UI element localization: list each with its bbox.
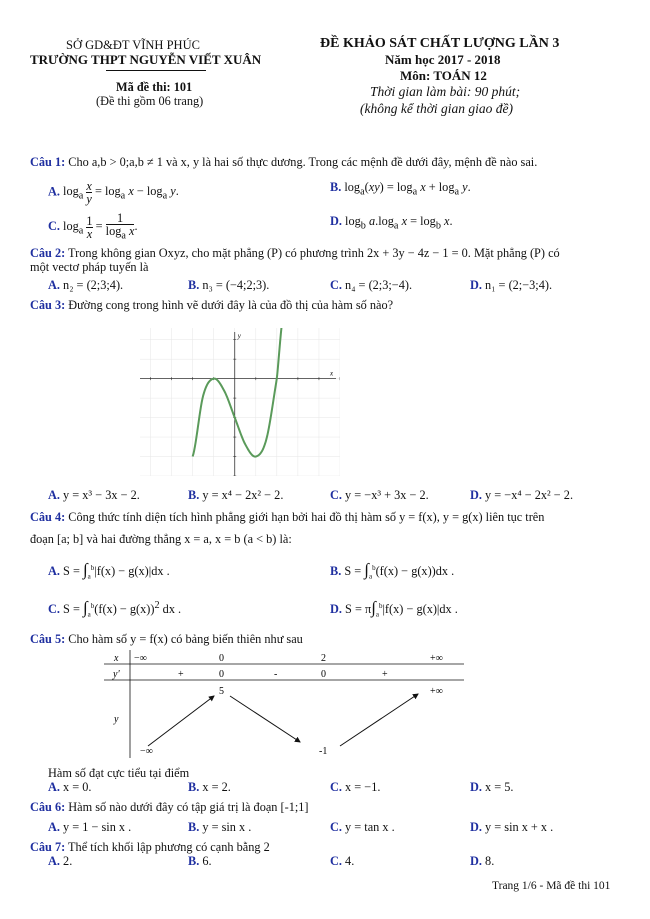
q5-option-a[interactable]	[48, 780, 92, 795]
option-text: y = 1 − sin x .	[63, 820, 132, 834]
school-year: Năm học 2017 - 2018	[385, 52, 501, 67]
y-value: −∞	[140, 746, 153, 757]
q3-option-d[interactable]	[470, 488, 573, 503]
question-2	[30, 246, 560, 261]
option-letter: A.	[48, 488, 60, 502]
q7-option-c[interactable]	[330, 854, 354, 869]
question-label: Câu 7:	[30, 840, 66, 854]
option-letter: A.	[48, 278, 60, 292]
option-text: y = x⁴ − 2x² − 2.	[202, 488, 284, 502]
option-letter: C.	[330, 854, 342, 868]
page-footer: Trang 1/6 - Mã đề thi 101	[492, 880, 611, 892]
option-letter: C.	[48, 219, 60, 234]
option-text: y = x³ − 3x − 2.	[63, 488, 140, 502]
option-letter: B.	[188, 278, 200, 292]
q1-option-c[interactable]	[48, 212, 138, 242]
q4-option-c[interactable]	[48, 598, 181, 618]
sign: 0	[321, 669, 326, 680]
question-5	[30, 632, 303, 647]
q5-option-b[interactable]	[188, 780, 231, 795]
option-letter: A.	[48, 854, 60, 868]
q4-option-d-formula: $S = \pi\int_a^b|f(x) - g(x)|dx$ .	[345, 598, 458, 619]
option-text: x = 0.	[63, 780, 92, 794]
option-text: n₃ = (−4;2;3).	[202, 278, 270, 292]
option-text: y = tan x .	[345, 820, 395, 834]
question-text: Đường cong trong hình vẽ dưới đây là của đồ thị của hàm số nào?	[68, 298, 394, 312]
q1-option-d-formula: $\log_b a.\log_a$ $x = \log_b x$.	[345, 214, 453, 232]
option-text: n₄ = (2;3;−4).	[345, 278, 413, 292]
option-letter: D.	[470, 780, 482, 794]
q2-option-c[interactable]	[330, 278, 412, 293]
question-text: Thể tích khối lập phương có cạnh bằng 2	[68, 840, 270, 854]
school-name: TRƯỜNG THPT NGUYỄN VIẾT XUÂN	[30, 52, 262, 67]
option-text: n₁ = (2;−3;4).	[485, 278, 553, 292]
q2-option-b[interactable]	[188, 278, 269, 293]
q6-option-d[interactable]	[470, 820, 553, 835]
option-letter: B.	[188, 780, 200, 794]
q4-option-b-formula: $S = \int_a^b(f(x) - g(x))dx$ .	[344, 560, 455, 581]
option-text: n₂ = (2;3;4).	[63, 278, 124, 292]
x-value: 0	[219, 653, 224, 664]
question-label: Câu 4:	[30, 510, 66, 524]
question-4	[30, 510, 544, 525]
page-count: (Đề thi gồm 06 trang)	[96, 94, 204, 108]
q7-option-d[interactable]	[470, 854, 494, 869]
sign: +	[382, 669, 388, 680]
question-text: Hàm số nào dưới đây có tập giá trị là đoạn [-1;1]	[68, 800, 309, 814]
question-1	[30, 155, 537, 170]
option-letter: C.	[48, 602, 60, 616]
option-letter: A.	[48, 820, 60, 834]
option-letter: D.	[330, 602, 342, 616]
option-text: y = sin x + x .	[485, 820, 554, 834]
option-letter: C.	[330, 278, 342, 292]
q5-option-d[interactable]	[470, 780, 514, 795]
time-note: (không kể thời gian giao đề)	[360, 101, 514, 116]
option-text: x = 2.	[202, 780, 231, 794]
q6-option-b[interactable]	[188, 820, 251, 835]
option-text: 4.	[345, 854, 355, 868]
q6-option-a[interactable]	[48, 820, 131, 835]
x-value: 2	[321, 653, 326, 664]
q6-option-c[interactable]	[330, 820, 395, 835]
sign: 0	[219, 669, 224, 680]
question-4-cont: đoạn [a; b] và hai đường thẳng x = a, x = b (a < b) là:	[30, 532, 292, 546]
option-text: 2.	[63, 854, 73, 868]
q1-option-a[interactable]	[48, 180, 179, 205]
question-7	[30, 840, 270, 855]
question-text: Công thức tính diện tích hình phẳng giới hạn bởi hai đồ thị hàm số y = f(x), y = g(x) liên tục trên	[68, 510, 545, 524]
q4-option-b[interactable]	[330, 560, 454, 580]
q2-option-d[interactable]	[470, 278, 552, 293]
option-letter: C.	[330, 488, 342, 502]
sign: +	[178, 669, 184, 680]
option-text: y = −x⁴ − 2x² − 2.	[485, 488, 574, 502]
option-letter: C.	[330, 780, 342, 794]
q4-option-a[interactable]	[48, 560, 170, 580]
q7-option-a[interactable]	[48, 854, 72, 869]
option-letter: D.	[470, 854, 482, 868]
q4-option-a-formula: $S = \int_a^b|f(x) - g(x)|dx$ .	[63, 560, 170, 581]
q4-option-c-formula: $S = \int_a^b(f(x) - g(x))^2$ dx .	[63, 598, 182, 619]
question-label: Câu 5:	[30, 632, 66, 646]
q1-option-d[interactable]	[330, 214, 453, 231]
x-axis-label: x	[330, 369, 334, 378]
question-text: Cho hàm số y = f(x) có bảng biến thiên như sau	[68, 632, 303, 646]
axis-ticks	[151, 340, 340, 476]
option-letter: D.	[470, 278, 482, 292]
q7-option-b[interactable]	[188, 854, 212, 869]
option-letter: A.	[48, 564, 60, 578]
subject: Môn: TOÁN 12	[400, 68, 487, 83]
option-letter: A.	[48, 780, 60, 794]
time-limit: Thời gian làm bài: 90 phút;	[370, 84, 521, 99]
function-graph	[140, 328, 340, 476]
table-x-label: x	[114, 653, 119, 664]
option-letter: D.	[470, 820, 482, 834]
graph-grid	[140, 328, 340, 476]
question-3	[30, 298, 393, 313]
question-text: Trong không gian Oxyz, cho mặt phẳng (P) có phương trình 2x + 3y − 4z − 1 = 0. Mặt phẳng (P) có	[68, 246, 560, 260]
exam-title: ĐỀ KHẢO SÁT CHẤT LƯỢNG LẦN 3	[320, 36, 560, 51]
question-6	[30, 800, 309, 815]
variation-table	[104, 650, 464, 760]
increase-arrow	[148, 696, 214, 746]
dept-name: SỞ GD&ĐT VĨNH PHÚC	[66, 38, 200, 52]
option-text: y = −x³ + 3x − 2.	[345, 488, 429, 502]
increase-arrow	[340, 694, 418, 746]
option-letter: D.	[470, 488, 482, 502]
option-letter: B.	[188, 854, 200, 868]
q3-option-b[interactable]	[188, 488, 283, 503]
q4-option-d[interactable]	[330, 598, 458, 618]
question-label: Câu 1:	[30, 155, 66, 169]
option-letter: D.	[330, 214, 342, 228]
option-text: y = sin x .	[202, 820, 252, 834]
x-value: −∞	[134, 653, 147, 664]
y-value: +∞	[430, 686, 443, 697]
decrease-arrow	[230, 696, 300, 742]
q3-option-a[interactable]	[48, 488, 140, 503]
option-text: 8.	[485, 854, 495, 868]
exam-code: Mã đề thi: 101	[116, 80, 193, 94]
q1-option-b[interactable]	[330, 180, 471, 197]
q3-option-c[interactable]	[330, 488, 429, 503]
question-label: Câu 3:	[30, 298, 66, 312]
q2-option-a[interactable]	[48, 278, 123, 293]
y-value: -1	[319, 746, 328, 757]
option-letter: B.	[188, 488, 200, 502]
question-5-ask: Hàm số đạt cực tiểu tại điểm	[48, 766, 190, 780]
question-label: Câu 2:	[30, 246, 66, 260]
question-text: Cho a,b > 0;a,b ≠ 1 và x, y là hai số thực dương. Trong các mệnh đề dưới đây, mệnh đề nào sai.	[68, 155, 538, 169]
x-value: +∞	[430, 653, 443, 664]
sign: -	[274, 669, 278, 680]
option-letter: C.	[330, 820, 342, 834]
option-letter: B.	[330, 564, 342, 578]
option-text: x = −1.	[345, 780, 381, 794]
school-underline	[106, 70, 206, 71]
option-letter: B.	[330, 180, 342, 194]
q5-option-c[interactable]	[330, 780, 380, 795]
option-text: 6.	[202, 854, 212, 868]
question-2-cont: một vectơ pháp tuyến là	[30, 260, 149, 274]
y-value: 5	[219, 686, 224, 697]
y-axis-label: y	[237, 332, 241, 340]
option-letter: B.	[188, 820, 200, 834]
q1-option-b-formula: $\log_a(xy) = \log_a x + \log_a y$.	[344, 180, 471, 198]
option-text: x = 5.	[485, 780, 514, 794]
table-y-label: y	[114, 714, 119, 725]
table-yprime-label: y'	[113, 669, 120, 680]
question-label: Câu 6:	[30, 800, 66, 814]
option-letter: A.	[48, 184, 60, 199]
q1-option-c-formula: $\log_a$ $\frac{1}{x}$ = $\frac{1}{\log_a x}$ .	[63, 211, 138, 242]
q1-option-a-formula: $\log_a$ $\frac{x}{y}$ = $\log_a x - \log_a y$.	[63, 179, 179, 206]
